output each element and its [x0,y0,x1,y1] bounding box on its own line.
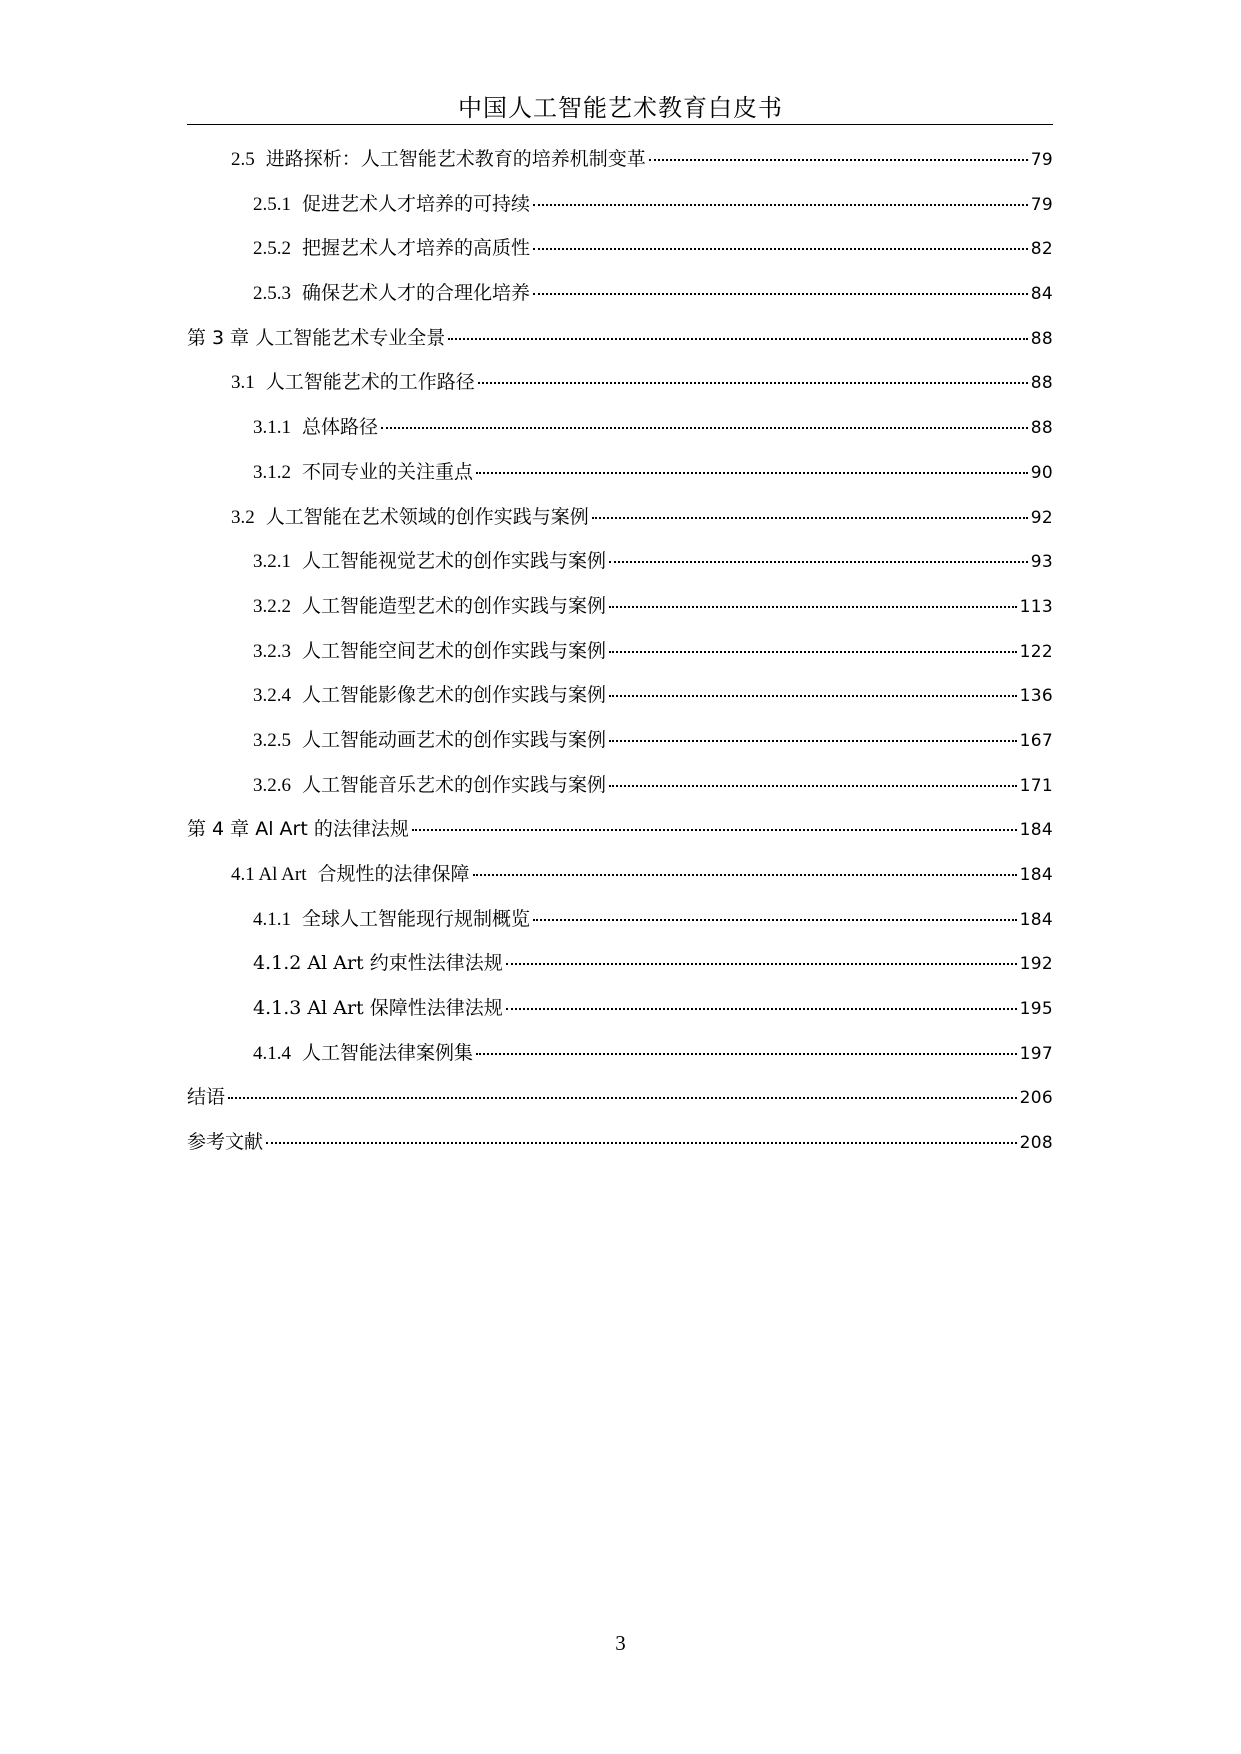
toc-entry-number: 2.5.2 [253,238,291,260]
toc-entry-page: 167 [1019,730,1053,751]
toc-entry-label: 人工智能空间艺术的创作实践与案例 [302,639,607,662]
toc-dot-leader [266,1142,1017,1144]
toc-entry-number: 3.2.2 [253,595,291,617]
toc-entry-label: 人工智能视觉艺术的创作实践与案例 [302,550,607,573]
toc-entry[interactable] [187,725,1053,770]
toc-dot-leader [476,472,1028,474]
toc-entry-page: 79 [1030,194,1053,215]
toc-entry[interactable] [187,591,1053,636]
toc-dot-leader [506,963,1017,965]
toc-dot-leader [381,427,1028,429]
toc-entry-label: 合规性的法律保障 [317,863,470,885]
toc-entry-label: 人工智能影像艺术的创作实践与案例 [302,684,607,707]
toc-entry-label: 全球人工智能现行规制概览 [302,907,531,930]
toc-dot-leader [412,829,1017,831]
toc-entry-label: 人工智能造型艺术的创作实践与案例 [302,594,607,617]
toc-dot-leader [609,740,1017,742]
toc-entry[interactable] [187,680,1053,725]
toc-entry-label: 4.1.3 Al Art 保障性法律法规 [253,997,503,1020]
toc-entry[interactable] [187,636,1053,681]
header-rule [187,124,1053,125]
toc-entry-number: 3.1.1 [253,417,291,439]
toc-dot-leader [533,919,1017,921]
toc-entry-label: 第 4 章 Al Art 的法律法规 [187,818,409,841]
toc-entry[interactable] [187,948,1053,993]
toc-entry-number: 3.2.3 [253,640,291,662]
toc-entry[interactable] [187,233,1053,278]
toc-entry-page: 88 [1030,328,1053,349]
toc-dot-leader [476,1053,1017,1055]
toc-entry-label: 结语 [187,1086,226,1109]
toc-entry-label: 人工智能法律案例集 [302,1041,474,1064]
toc-entry[interactable] [187,1038,1053,1083]
toc-dot-leader [609,785,1017,787]
page-number: 3 [615,1631,626,1655]
toc-entry-page: 184 [1019,865,1053,885]
toc-entry-label: 人工智能动画艺术的创作实践与案例 [302,728,607,751]
toc-entry-number: 3.1.2 [253,461,291,483]
toc-chapter-entry[interactable] [187,323,1053,368]
toc-chapter-entry[interactable] [187,814,1053,859]
toc-chapter-entry[interactable] [187,1082,1053,1127]
toc-entry-page: 195 [1019,999,1053,1020]
toc-entry-page: 113 [1019,596,1053,617]
toc-entry[interactable] [187,144,1053,189]
toc-entry-number: 2.5.3 [253,283,291,305]
toc-entry[interactable] [187,189,1053,234]
toc-entry-page: 136 [1019,686,1053,707]
toc-entry-label: 人工智能音乐艺术的创作实践与案例 [302,773,607,796]
toc-dot-leader [533,248,1028,250]
toc-entry[interactable] [187,278,1053,323]
toc-entry[interactable] [187,904,1053,949]
toc-chapter-entry[interactable] [187,1127,1053,1172]
toc-entry[interactable] [187,457,1053,502]
toc-dot-leader [533,293,1028,295]
toc-entry-page: 197 [1019,1043,1053,1064]
toc-entry-label: 确保艺术人才的合理化培养 [302,282,531,305]
toc-entry[interactable] [187,770,1053,815]
toc-dot-leader [609,695,1017,697]
toc-entry-page: 206 [1019,1088,1053,1109]
toc-entry-page: 79 [1030,150,1053,170]
toc-dot-leader [228,1097,1017,1099]
toc-entry-label: 人工智能在艺术领域的创作实践与案例 [265,505,589,528]
running-header-title: 中国人工智能艺术教育白皮书 [458,94,783,122]
toc-entry-number: 3.2.1 [253,551,291,573]
toc-entry-page: 122 [1019,641,1053,662]
toc-entry-number: 2.5 [231,149,255,170]
toc-entry-label: 促进艺术人才培养的可持续 [302,192,531,215]
toc-entry[interactable] [187,993,1053,1038]
toc-entry-page: 171 [1019,775,1053,796]
toc-entry-page: 84 [1030,284,1053,305]
toc-entry[interactable] [187,412,1053,457]
toc-entry[interactable] [187,859,1053,904]
toc-entry-number: 4.1 Al Art [231,864,307,885]
toc-entry-label: 总体路径 [302,416,379,439]
toc-entry-label: 参考文献 [187,1131,264,1154]
toc-dot-leader [609,561,1028,563]
toc-entry-number: 3.1 [231,372,255,394]
toc-entry-page: 82 [1030,239,1053,260]
toc-entry-page: 93 [1030,552,1053,573]
toc-dot-leader [609,606,1017,608]
toc-entry-label: 4.1.2 Al Art 约束性法律法规 [253,952,503,975]
toc-entry-page: 184 [1019,820,1053,841]
toc-entry-number: 3.2.4 [253,685,291,707]
toc-entry[interactable] [187,546,1053,591]
toc-entry-page: 192 [1019,954,1053,975]
toc-entry[interactable] [187,502,1053,547]
toc-entry-page: 88 [1030,373,1053,394]
toc-entry-number: 3.2.5 [253,729,291,751]
toc-entry-label: 进路探析：人工智能艺术教育的培养机制变革 [265,148,646,170]
toc-dot-leader [609,651,1017,653]
toc-entry-label: 把握艺术人才培养的高质性 [302,237,531,260]
toc-dot-leader [506,1008,1017,1010]
toc-entry-number: 4.1.4 [253,1042,291,1064]
toc-entry-number: 2.5.1 [253,193,291,215]
toc-entry-label: 人工智能艺术的工作路径 [265,371,475,394]
toc-entry-number: 4.1.1 [253,908,291,930]
toc-entry-label: 第 3 章 人工智能艺术专业全景 [187,326,446,349]
toc-dot-leader [448,338,1028,340]
toc-entry-page: 88 [1030,418,1053,439]
toc-entry[interactable] [187,367,1053,412]
toc-entry-page: 90 [1030,462,1053,483]
toc-dot-leader [533,204,1028,206]
toc-dot-leader [649,159,1028,161]
toc-entry-number: 3.2.6 [253,774,291,796]
toc-entry-page: 208 [1019,1133,1053,1154]
toc-dot-leader [592,517,1028,519]
toc-entry-number: 3.2 [231,506,255,528]
toc-entry-label: 不同专业的关注重点 [302,460,474,483]
toc-entry-page: 92 [1030,507,1053,528]
toc-entry-page: 184 [1019,909,1053,930]
table-of-contents [187,144,1053,1172]
toc-dot-leader [473,874,1017,876]
toc-dot-leader [478,382,1028,384]
